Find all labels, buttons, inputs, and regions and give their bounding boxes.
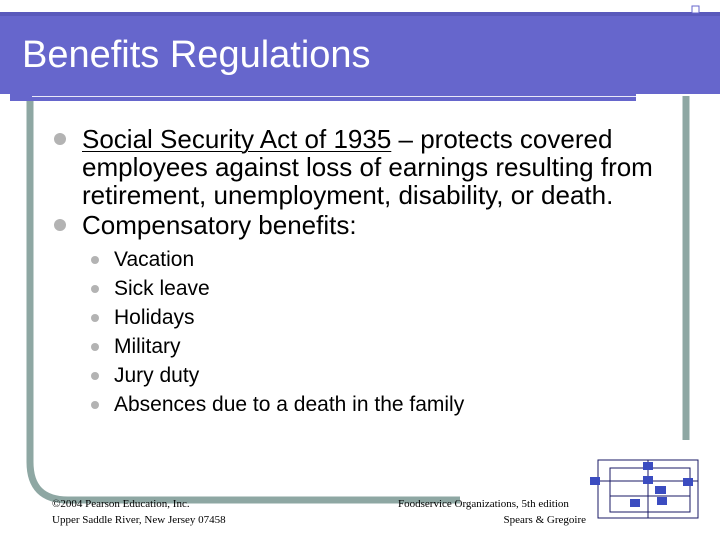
bullet-compensatory (60, 211, 680, 239)
bullet-dot-icon (54, 219, 66, 231)
bullet-dot-icon (91, 401, 99, 409)
sub-bullet-label: Vacation (114, 248, 195, 271)
bullet-dot-icon (54, 133, 66, 145)
social-security-act-link[interactable]: Social Security Act of 1935 (82, 124, 392, 154)
sub-bullet-label: Sick leave (114, 277, 210, 300)
sub-bullet-item (42, 332, 680, 361)
bullet-social-security (60, 125, 680, 209)
bullet-dot-icon (91, 285, 99, 293)
sub-bullet-label: Holidays (114, 306, 195, 329)
sub-bullet-label: Military (114, 335, 181, 358)
footer-copyright (52, 496, 226, 528)
sub-bullet-label: Absences due to a death in the family (114, 393, 465, 416)
sub-bullet-item (42, 303, 680, 332)
sub-bullet-item (42, 274, 680, 303)
bullet-text: – protects covered employees against loss of earnings resulting from retirement, unemployment, disability, or death. (82, 124, 653, 210)
bullet-dot-icon (91, 343, 99, 351)
footer-book-title: Foodservice Organizations, 5th edition (398, 498, 569, 510)
sub-bullet-list (42, 245, 680, 419)
sub-bullet-item (42, 245, 680, 274)
sub-bullet-item (42, 390, 680, 419)
bullet-dot-icon (91, 314, 99, 322)
sub-bullet-label: Jury duty (114, 364, 200, 387)
flowchart-nodes (590, 462, 693, 507)
footer-copyright-line: ©2004 Pearson Education, Inc. (52, 498, 190, 510)
bullet-dot-icon (91, 256, 99, 264)
footer-book (398, 496, 586, 528)
sub-bullet-item (42, 361, 680, 390)
bullet-dot-icon (91, 372, 99, 380)
slide-title: Benefits Regulations (22, 34, 371, 76)
footer-authors: Spears & Gregoire (503, 514, 586, 526)
footer-address-line: Upper Saddle River, New Jersey 07458 (52, 514, 226, 526)
bullet-text: Compensatory benefits: (82, 210, 357, 240)
slide-body (60, 125, 680, 419)
